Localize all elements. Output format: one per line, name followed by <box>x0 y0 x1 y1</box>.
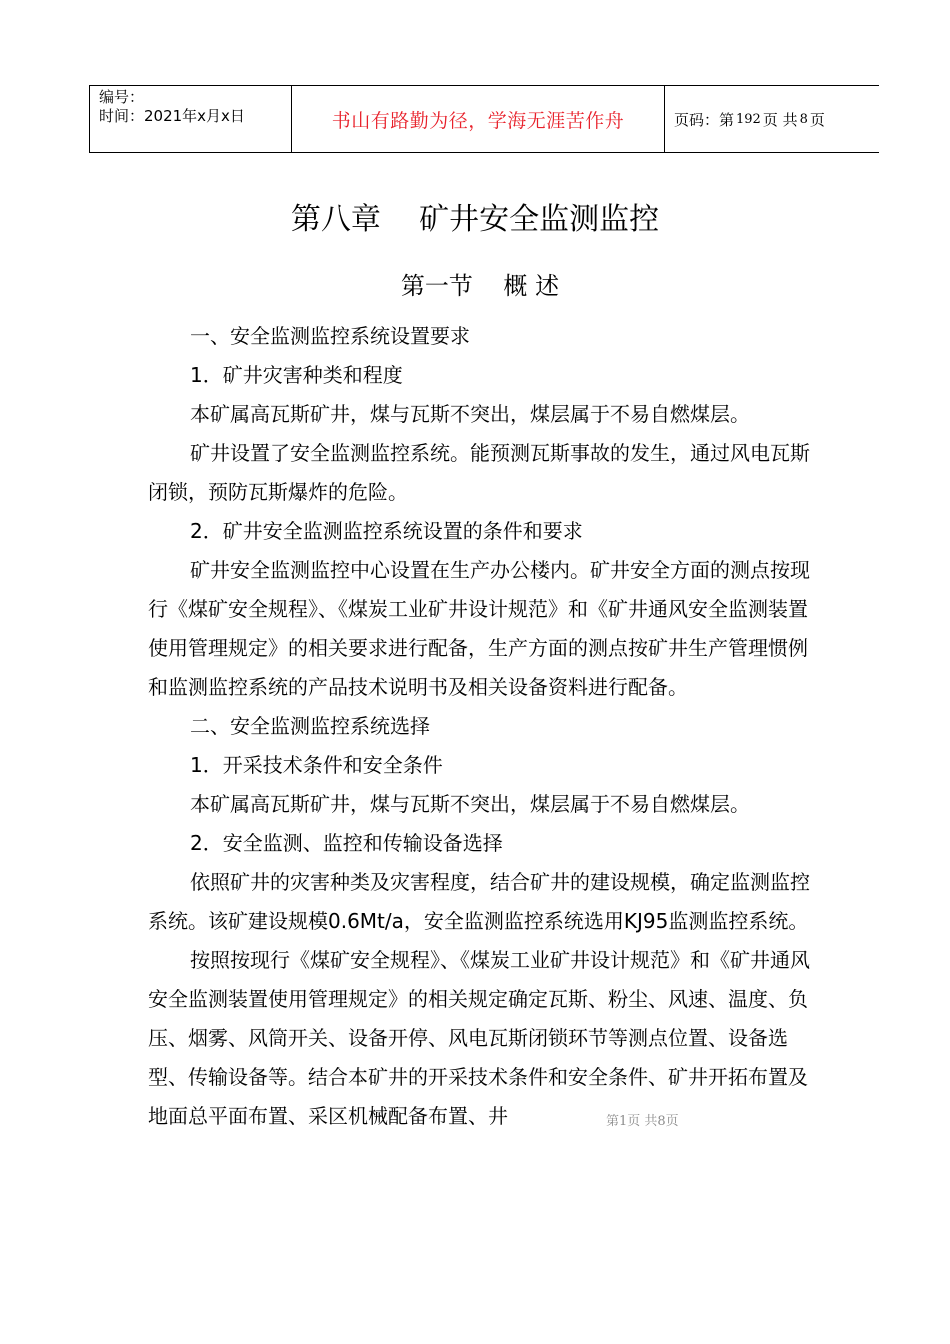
document-number-label: 编号： <box>99 88 145 106</box>
page-prefix: 页码：第 <box>674 110 735 129</box>
paragraph: 1．矿井灾害种类和程度 <box>190 363 403 387</box>
header-motto-cell <box>292 86 665 152</box>
paragraph: 按照按现行《煤矿安全规程》、《煤炭工业矿井设计规范》和《矿井通风安全监测装置使用管理规定》的相关规定确定瓦斯、粉尘、风速、温度、负压、烟雾、风筒开关、设备开停、风电瓦斯闭锁环节等测点位置、设备选型、传输设备等。结合本矿井的开采技术条件和安全条件、矿井开拓布置及地面总平面布置、采区机械配备布置、井 <box>148 948 810 1128</box>
header-table <box>89 85 879 153</box>
header-page-cell <box>665 86 879 152</box>
paragraph: 依照矿井的灾害种类及灾害程度，结合矿井的建设规模，确定监测监控系统。该矿建设规模0.6Mt/a，安全监测监控系统选用KJ95监测监控系统。 <box>148 870 810 933</box>
paragraph: 一、安全监测监控系统设置要求 <box>190 324 470 348</box>
header-motto: 书山有路勤为径，学海无涯苦作舟 <box>331 109 625 132</box>
header-meta-cell <box>90 86 292 152</box>
page-total: 8 <box>799 111 808 127</box>
paragraph: 本矿属高瓦斯矿井，煤与瓦斯不突出，煤层属于不易自燃煤层。 <box>190 402 750 426</box>
paragraph: 1．开采技术条件和安全条件 <box>190 753 443 777</box>
paragraph: 本矿属高瓦斯矿井，煤与瓦斯不突出，煤层属于不易自燃煤层。 <box>190 792 750 816</box>
paragraph: 矿井安全监测监控中心设置在生产办公楼内。矿井安全方面的测点按现行《煤矿安全规程》、《煤炭工业矿井设计规范》和《矿井通风安全监测装置使用管理规定》的相关要求进行配备，生产方面的测点按矿井生产管理惯例和监测监控系统的产品技术说明书及相关设备资料进行配备。 <box>148 558 810 699</box>
document-body <box>148 317 824 1136</box>
page-mid: 页 共 <box>762 110 798 129</box>
page-footer: 第1页 共8页 <box>606 1114 679 1129</box>
document-time-label: 时间：2021年x月x日 <box>99 107 245 125</box>
paragraph: 2．矿井安全监测监控系统设置的条件和要求 <box>190 519 583 543</box>
page-suffix: 页 <box>809 110 825 129</box>
page-current: 192 <box>736 111 761 127</box>
paragraph: 二、安全监测监控系统选择 <box>190 714 430 738</box>
paragraph: 2．安全监测、监控和传输设备选择 <box>190 831 503 855</box>
paragraph: 矿井设置了安全监测监控系统。能预测瓦斯事故的发生，通过风电瓦斯闭锁，预防瓦斯爆炸的危险。 <box>148 441 810 504</box>
section-title: 第一节 概 述 <box>400 272 560 300</box>
chapter-title: 第八章 矿井安全监测监控 <box>290 202 660 237</box>
